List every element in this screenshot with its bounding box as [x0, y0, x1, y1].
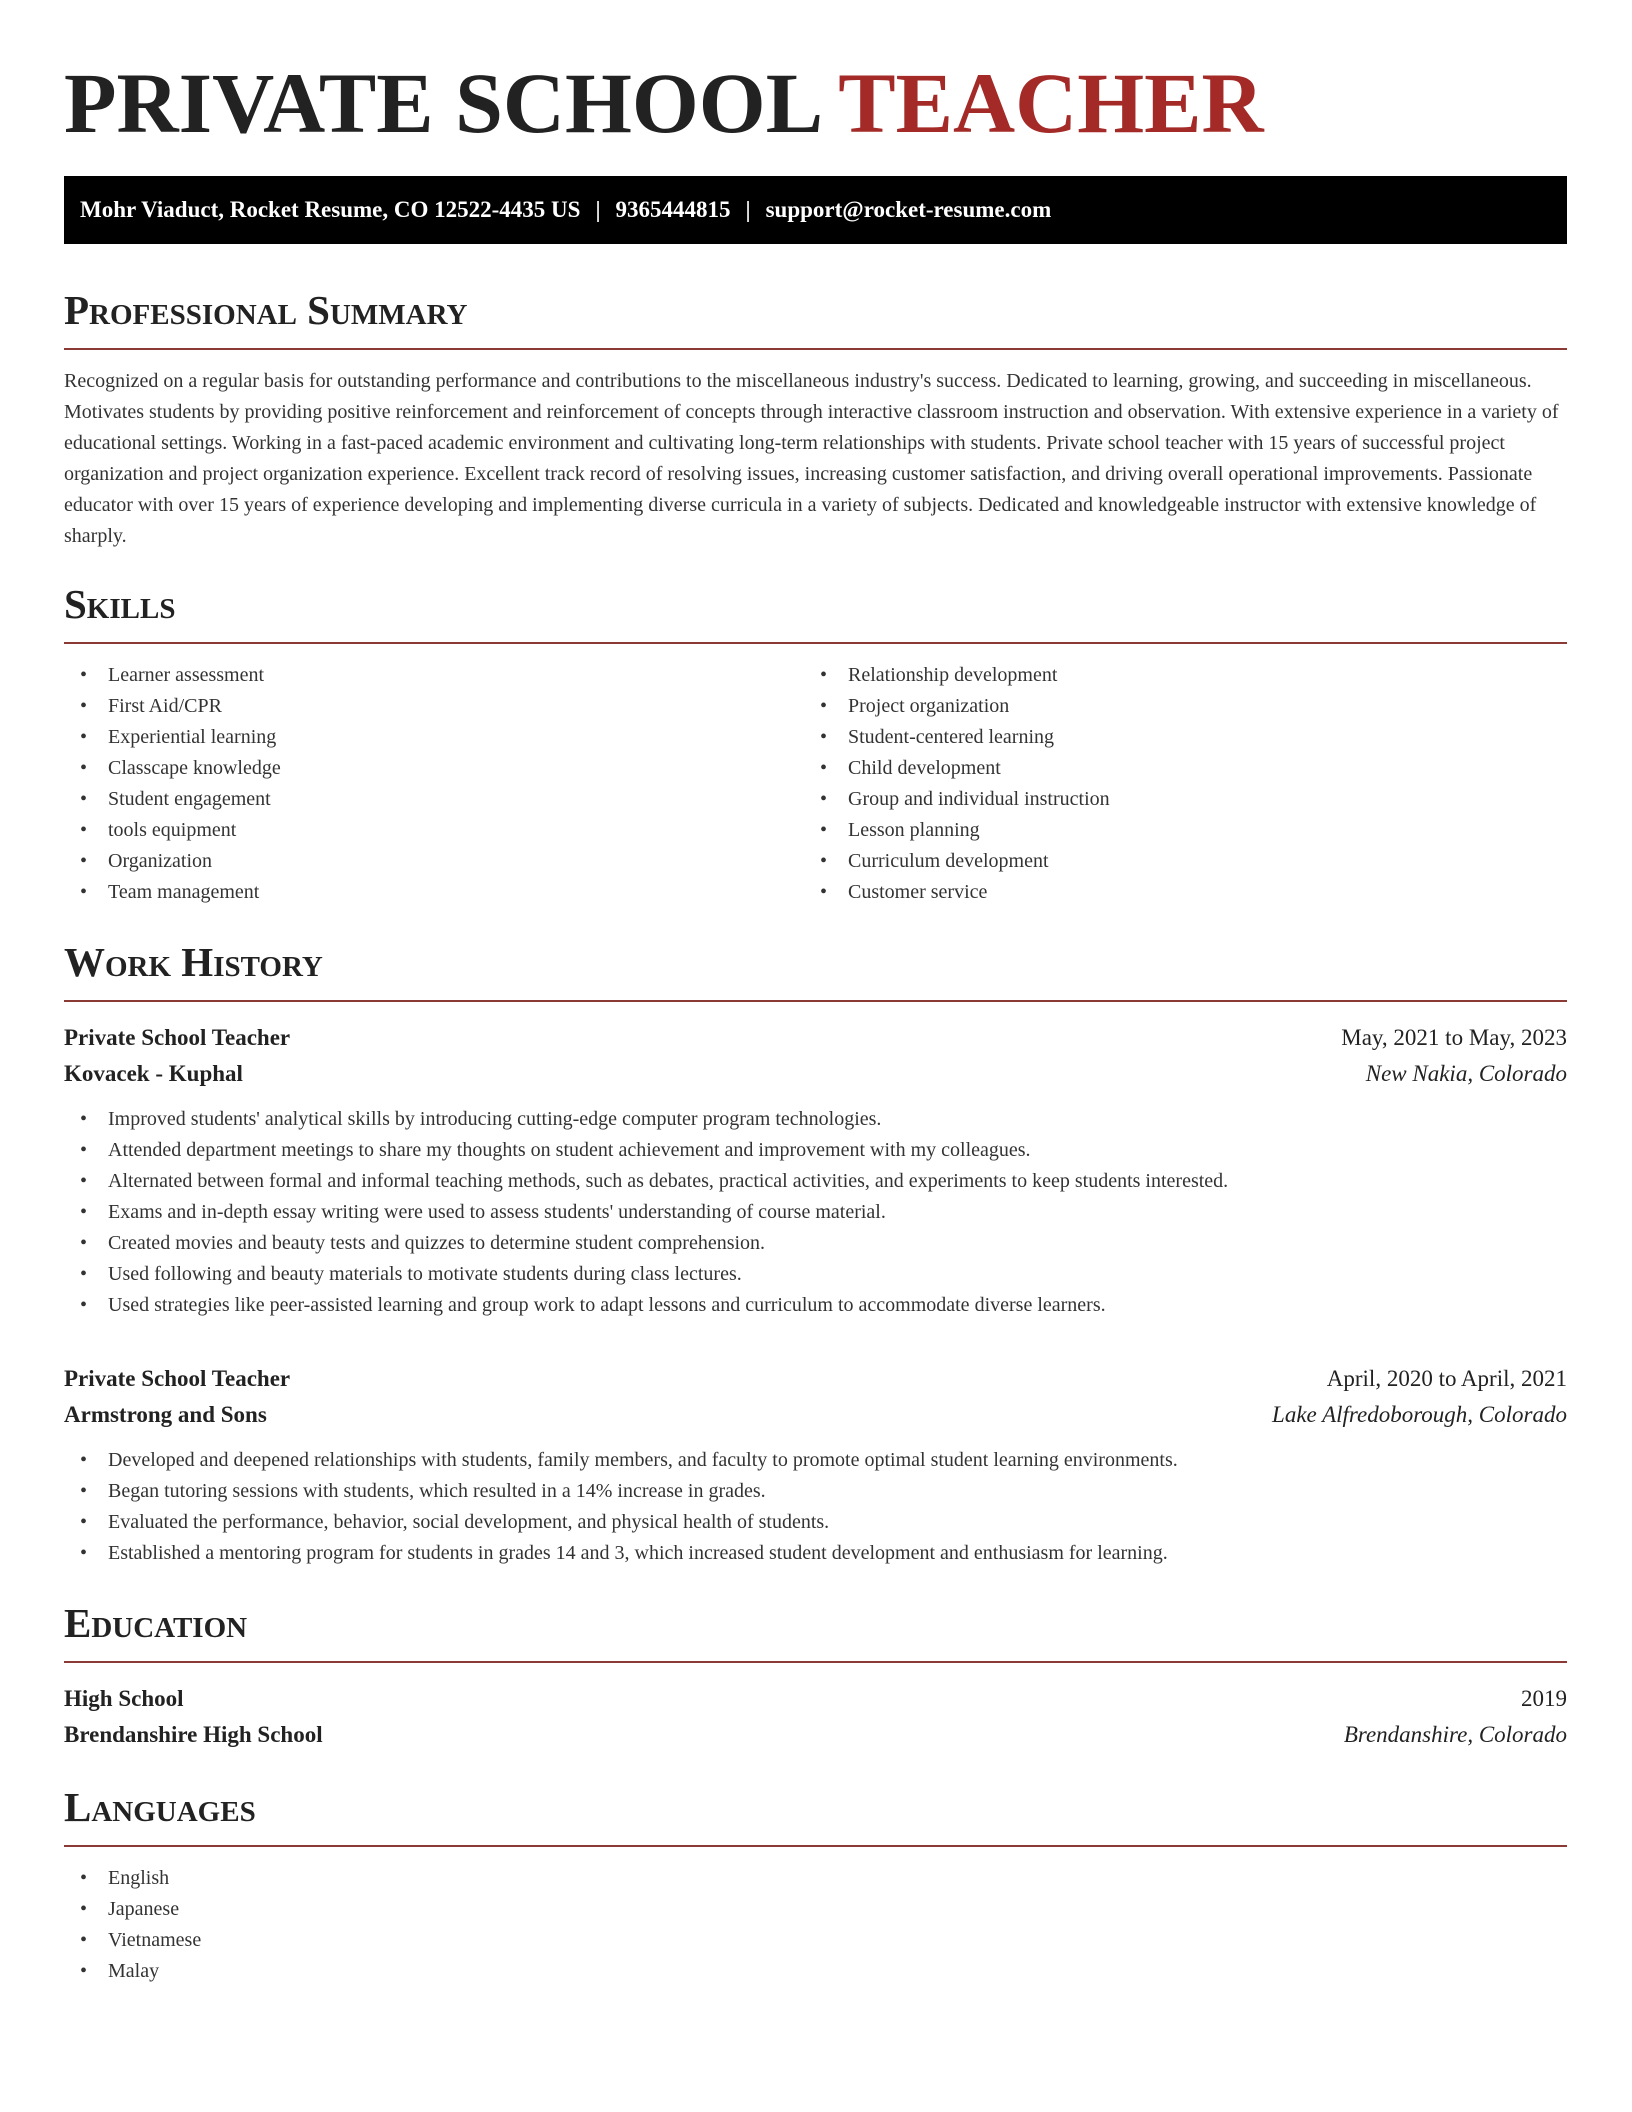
skill-item: • Project organization — [804, 691, 1544, 722]
job-bullets — [64, 1445, 1567, 1569]
contact-address: Mohr Viaduct, Rocket Resume, CO 12522-4435 US — [80, 197, 581, 222]
job-subheader — [64, 1056, 1567, 1092]
work-heading: Work History — [64, 939, 323, 985]
education-entry — [64, 1681, 1567, 1753]
language-item: • English — [64, 1863, 1567, 1894]
education-section — [64, 1599, 1567, 1753]
contact-separator: | — [745, 197, 751, 222]
title-accent: TEACHER — [838, 55, 1264, 151]
skill-item: • Curriculum development — [804, 846, 1544, 877]
languages-list — [64, 1863, 1567, 1987]
job-role: Private School Teacher — [64, 1366, 291, 1391]
job-company: Kovacek - Kuphal — [64, 1061, 243, 1086]
job-entry — [64, 1361, 1567, 1569]
contact-separator: | — [595, 197, 601, 222]
summary-section — [64, 286, 1567, 552]
skill-item: • Relationship development — [804, 660, 1544, 691]
job-bullet: • Created movies and beauty tests and quizzes to determine student comprehension. — [64, 1228, 1567, 1259]
job-bullet: • Used following and beauty materials to motivate students during class lectures. — [64, 1259, 1567, 1290]
job-bullet: • Established a mentoring program for students in grades 14 and 3, which increased student development and enthusiasm for learning. — [64, 1538, 1567, 1569]
summary-text: Recognized on a regular basis for outstanding performance and contributions to the miscellaneous industry's success. Dedicated to learning, growing, and succeeding in miscellaneous. Motivates students by providing positive reinforcement and reinforcement of concepts through interactive classroom instruction and observation. With extensive experience in a variety of educational settings. Working in a fast-paced academic environment and cultivating long-term relationships with students. Private school teacher with 15 years of successful project organization and project organization experience. Excellent track record of resolving issues, increasing customer satisfaction, and driving overall operational improvements. Passionate educator with over 15 years of experience developing and implementing diverse curricula in a variety of subjects. Dedicated and knowledgeable instructor with extensive knowledge of sharply. — [64, 370, 1559, 547]
title-main: PRIVATE SCHOOL — [64, 55, 819, 151]
section-divider — [64, 1000, 1567, 1002]
skill-item: • Classcape knowledge — [64, 753, 804, 784]
skill-item: • Child development — [804, 753, 1544, 784]
job-subheader — [64, 1397, 1567, 1433]
job-entry — [64, 1020, 1567, 1321]
job-bullet: • Evaluated the performance, behavior, social development, and physical health of students. — [64, 1507, 1567, 1538]
skill-item: • Team management — [64, 877, 804, 908]
job-role: Private School Teacher — [64, 1025, 291, 1050]
language-item: • Malay — [64, 1956, 1567, 1987]
skill-item: • Organization — [64, 846, 804, 877]
job-bullet: • Began tutoring sessions with students, which resulted in a 14% increase in grades. — [64, 1476, 1567, 1507]
skill-item: • Group and individual instruction — [804, 784, 1544, 815]
education-location: Brendanshire, Colorado — [1343, 1722, 1567, 1747]
education-header — [64, 1681, 1567, 1717]
job-location: Lake Alfredoborough, Colorado — [1272, 1402, 1567, 1427]
skill-item: • Learner assessment — [64, 660, 804, 691]
job-bullets — [64, 1104, 1567, 1321]
work-section — [64, 938, 1567, 1569]
skills-heading: Skills — [64, 581, 176, 627]
education-year: 2019 — [1521, 1686, 1567, 1711]
language-item: • Japanese — [64, 1894, 1567, 1925]
skill-item: • Lesson planning — [804, 815, 1544, 846]
job-bullet: • Improved students' analytical skills by introducing cutting-edge computer program technologies. — [64, 1104, 1567, 1135]
skill-item: • Experiential learning — [64, 722, 804, 753]
languages-heading: Languages — [64, 1784, 256, 1830]
summary-heading: Professional Summary — [64, 287, 468, 333]
job-bullet: • Exams and in-depth essay writing were used to assess students' understanding of course material. — [64, 1197, 1567, 1228]
skill-item: • tools equipment — [64, 815, 804, 846]
skill-item: • Student engagement — [64, 784, 804, 815]
skill-item: • Student-centered learning — [804, 722, 1544, 753]
skill-item: • Customer service — [804, 877, 1544, 908]
skills-grid — [64, 660, 1567, 908]
contact-email[interactable]: support@rocket-resume.com — [765, 197, 1052, 222]
education-degree: High School — [64, 1686, 184, 1711]
contact-phone: 9365444815 — [615, 197, 731, 222]
language-item: • Vietnamese — [64, 1925, 1567, 1956]
contact-bar — [64, 176, 1567, 244]
job-company: Armstrong and Sons — [64, 1402, 267, 1427]
job-bullet: • Alternated between formal and informal teaching methods, such as debates, practical activities, and experiments to keep students interested. — [64, 1166, 1567, 1197]
job-header — [64, 1020, 1567, 1056]
job-header — [64, 1361, 1567, 1397]
skills-list-right — [804, 660, 1544, 908]
education-heading: Education — [64, 1600, 248, 1646]
education-subheader — [64, 1717, 1567, 1753]
job-bullet: • Attended department meetings to share my thoughts on student achievement and improvement with my colleagues. — [64, 1135, 1567, 1166]
section-divider — [64, 1661, 1567, 1663]
job-dates: May, 2021 to May, 2023 — [1341, 1025, 1567, 1050]
languages-section — [64, 1783, 1567, 1987]
job-location: New Nakia, Colorado — [1365, 1061, 1567, 1086]
section-divider — [64, 348, 1567, 350]
education-school: Brendanshire High School — [64, 1722, 323, 1747]
skills-list-left — [64, 660, 804, 908]
job-bullet: • Used strategies like peer-assisted learning and group work to adapt lessons and curriculum to accommodate diverse learners. — [64, 1290, 1567, 1321]
resume-title — [64, 0, 1567, 159]
job-bullet: • Developed and deepened relationships with students, family members, and faculty to promote optimal student learning environments. — [64, 1445, 1567, 1476]
skills-section — [64, 580, 1567, 908]
section-divider — [64, 642, 1567, 644]
job-dates: April, 2020 to April, 2021 — [1326, 1366, 1567, 1391]
skill-item: • First Aid/CPR — [64, 691, 804, 722]
section-divider — [64, 1845, 1567, 1847]
